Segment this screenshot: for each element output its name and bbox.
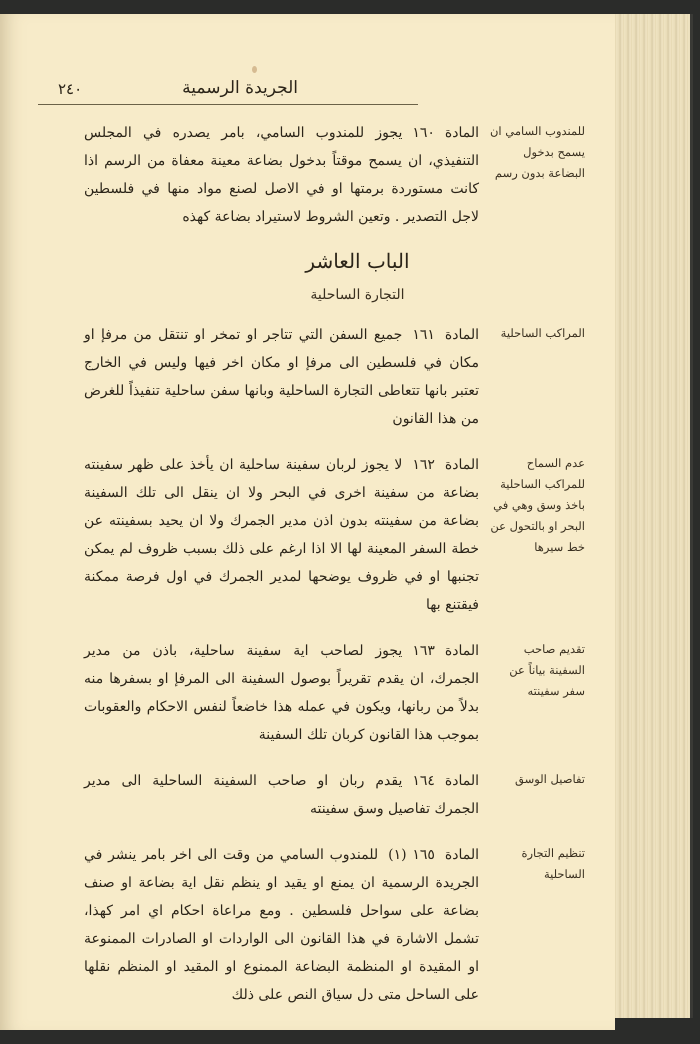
article-161 [60,321,585,433]
article-number: ١٦٢ [412,457,435,473]
article-number: ١٦٠ [412,125,435,141]
margin-note: تفاصيل الوسق [515,772,585,786]
article-text: للمندوب السامي من وقت الى اخر بامر ينشر في الجريدة الرسمية ان يمنع او يقيد او ينظم نقل اية بضاعة او صنف بضاعة على سواحل فلسطين . ومع مراعاة احكام اي امر كهذا، تشمل الاشارة في هذا القانون الى الواردات او الصادرات الممنوعة او المقيدة او المنظمة البضاعة الممنوع او المقيد او المنظم نقلها على الساحل متى دل سياق النص على ذلك [84,847,479,1003]
chapter-subtitle: التجارة الساحلية [310,287,405,303]
article-text: جميع السفن التي تتاجر او تمخر او تنتقل من مرفإ او مكان في فلسطين الى مرفإ او مكان اخر فيها وليس في الخارج تعتبر بانها تتعاطى التجارة الساحلية وبانها سفن ساحلية تنفيذاً للغرض من هذا القانون [84,327,479,427]
article-text: يجوز لصاحب اية سفينة ساحلية، باذن من مدير الجمرك، ان يقدم تقريراً بوصول السفينة الى المرفإ او بسفرها منه بدلاً من ربانها، ويكون في عمله هذا خاضعاً لنفس الاحكام والعقوبات بموجب هذا القانون كربان تلك السفينة [84,643,479,743]
article-text: يقدم ربان او صاحب السفينة الساحلية الى مدير الجمرك تفاصيل وسق سفينته [84,773,479,817]
gazette-title: الجريدة الرسمية [182,78,298,98]
chapter-heading [60,249,585,303]
page-header [38,74,418,105]
margin-note: تقديم صاحب السفينة بياناً عن سفر سفينته [509,642,585,698]
article-165 [60,841,585,1009]
page-number: ٢٤٠ [58,80,83,98]
article-label: المادة [444,643,479,659]
margin-note: تنظيم التجارة الساحلية [521,846,585,881]
paper-stain [252,66,257,73]
document-page [0,14,615,1030]
article-number: ١٦٥ (١) [388,847,435,863]
article-label: المادة [444,773,479,789]
article-number: ١٦١ [412,327,435,343]
article-label: المادة [444,125,479,141]
article-number: ١٦٤ [412,773,435,789]
article-body [84,321,485,433]
chapter-title: الباب العاشر [305,249,410,273]
article-text: لا يجوز لربان سفينة ساحلية ان يأخذ على ظهر سفينته بضاعة من سفينة اخرى في البحر ولا ان ينقل الى تلك السفينة بضاعة من سفينته بدون اذن مدير الجمرك ولا ان يحيد بسفينته عن خطة السفر المعينة لها الا اذا ارغم على ذلك بسبب ظروف لم يمكن تجنبها او في ظروف يوضحها لمدير الجمرك في اول فرصة ممكنة فيقتنع بها [84,457,479,613]
article-162 [60,451,585,619]
page-content [60,119,585,1027]
article-160 [60,119,585,231]
article-label: المادة [444,457,479,473]
article-164 [60,767,585,823]
article-body [84,841,485,1009]
article-label: المادة [444,847,479,863]
article-text: يجوز للمندوب السامي، بامر يصدره في المجلس التنفيذي، ان يسمح موقتاً بدخول بضاعة معينة معفاة من الرسم اذا كانت مستوردة برمتها او في الاصل لصنع مواد منها في فلسطين لاجل التصدير . وتعين الشروط لاستيراد بضاعة كهذه [84,125,479,225]
article-body [84,451,485,619]
article-163 [60,637,585,749]
margin-note: عدم السماح للمراكب الساحلية باخذ وسق وهي في البحر او بالتحول عن خط سيرها [490,456,585,554]
article-body [84,767,485,823]
article-body [84,637,485,749]
article-label: المادة [444,327,479,343]
margin-note: للمندوب السامي ان يسمح بدخول البضاعة بدون رسم [489,124,585,180]
article-number: ١٦٣ [412,643,435,659]
margin-note: المراكب الساحلية [500,326,585,340]
article-body [84,119,485,231]
